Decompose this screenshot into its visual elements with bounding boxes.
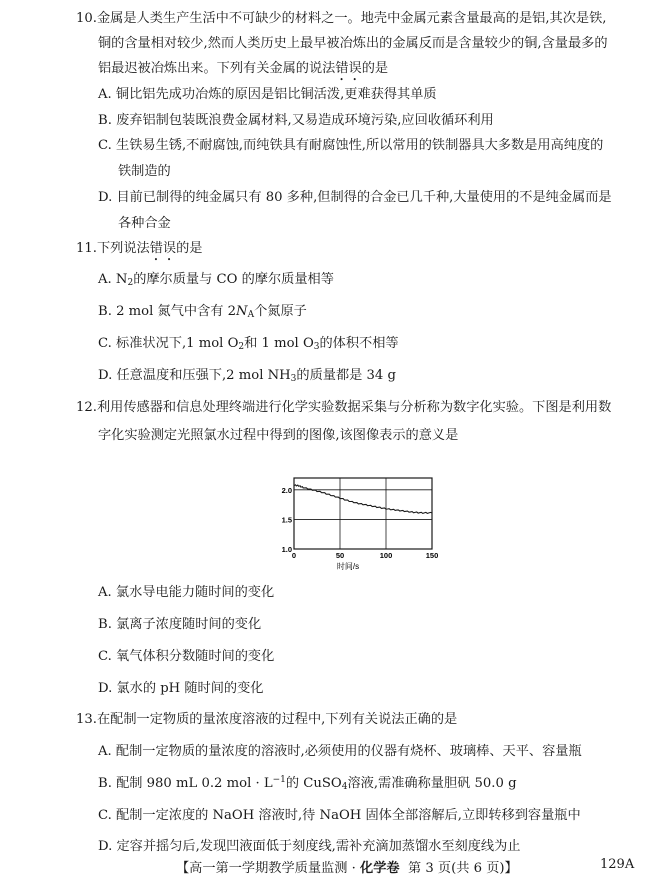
q10-option-c: C. 生铁易生锈,不耐腐蚀,而纯铁具有耐腐蚀性,所以常用的铁制器具大多数是用高纯度的 (98, 138, 604, 153)
q13-option-a: A. 配制一定物质的量浓度的溶液时,必须使用的仪器有烧杯、玻璃棒、天平、容量瓶 (98, 744, 582, 759)
q13-option-c: C. 配制一定浓度的 NaOH 溶液时,待 NaOH 固体全部溶解后,立即转移到容量瓶中 (98, 808, 581, 823)
q13-option-b: B. 配制 980 mL 0.2 mol · $L^{-1}$的 CuSO$_4$溶液,需准确称量胆矾 50.0 g (98, 775, 517, 792)
q13-stem: 13.在配制一定物质的量浓度溶液的过程中,下列有关说法正确的是 (76, 712, 458, 727)
y-tick-label: 1.0 (281, 545, 292, 554)
q10-number: 10. (76, 11, 97, 26)
q12-number: 12. (76, 400, 97, 415)
subject-label: 化学卷 (360, 861, 400, 876)
page-footer: 【高一第一学期教学质量监测 · 化学卷 第 3 页(共 6 页)】 (176, 861, 518, 876)
emphasis-cuowu: 错误 (149, 241, 177, 256)
x-axis-label: 时间/s (336, 562, 360, 571)
y-tick-label: 2.0 (281, 485, 292, 495)
series-line (294, 485, 432, 514)
q13-option-d: D. 定容并摇匀后,发现凹液面低于刻度线,需补充滴加蒸馏水至刻度线为止 (98, 839, 521, 854)
q12-line2: 字化实验测定光照氯水过程中得到的图像,该图像表示的意义是 (98, 428, 459, 443)
q11-option-a: A. $N_2$的摩尔质量与 CO 的摩尔质量相等 (98, 272, 334, 288)
q12-line1: 12.利用传感器和信息处理终端进行化学实验数据采集与分析称为数字化实验。下图是利用数 (76, 400, 612, 415)
q11-option-c: C. 标准状况下,1 mol $O_2$和 1 mol $O_3$的体积不相等 (98, 336, 399, 352)
q11-option-b: B. 2 mol 氮气中含有 $2N_A$个氮原子 (98, 304, 307, 320)
q11-option-d: D. 任意温度和压强下,2 mol $NH_3$的质量都是 34 g (98, 368, 396, 384)
q10-option-d: D. 目前已制得的纯金属只有 80 多种,但制得的合金已几千种,大量使用的不是纯金属而是 (98, 190, 612, 205)
q13-number: 13. (76, 712, 97, 727)
q12-option-c: C. 氧气体积分数随时间的变化 (98, 649, 275, 664)
q12-option-b: B. 氯离子浓度随时间的变化 (98, 617, 262, 632)
chart-grid (294, 478, 432, 549)
q10-line2: 铜的含量相对较少,然而人类历史上最早被冶炼出的金属反而是含量较少的铜,含量最多的 (98, 36, 608, 51)
page-indicator: 第 3 页(共 6 页)】 (407, 861, 518, 876)
ph-line-chart (266, 470, 446, 580)
x-tick-label: 0 (291, 551, 297, 560)
y-tick-label: 1.5 (281, 515, 292, 525)
emphasis-cuowu: 错误 (335, 61, 362, 76)
q10-line3: 铝最迟被冶炼出来。下列有关金属的说法错误的是 (98, 61, 389, 76)
x-tick-label: 100 (379, 551, 393, 560)
chart-frame (294, 478, 432, 549)
x-tick-label: 50 (335, 551, 345, 560)
q10-option-d-cont: 各种合金 (118, 216, 171, 231)
paper-code: 129A (600, 857, 635, 872)
q10-option-b: B. 废弃铝制包装既浪费金属材料,又易造成环境污染,应回收循环利用 (98, 113, 494, 128)
q10-line1: 10.金属是人类生产生活中不可缺少的材料之一。地壳中金属元素含量最高的是铝,其次是铁, (76, 11, 607, 26)
q11-number: 11. (76, 241, 97, 256)
q12-option-a: A. 氯水导电能力随时间的变化 (98, 585, 275, 600)
x-tick-label: 150 (425, 551, 439, 560)
q12-option-d: D. 氯水的 pH 随时间的变化 (98, 681, 264, 696)
q11-stem: 11.下列说法错误的是 (76, 241, 203, 256)
q10-option-a: A. 铜比铝先成功冶炼的原因是铝比铜活泼,更难获得其单质 (98, 87, 437, 102)
q10-option-c-cont: 铁制造的 (118, 164, 171, 179)
